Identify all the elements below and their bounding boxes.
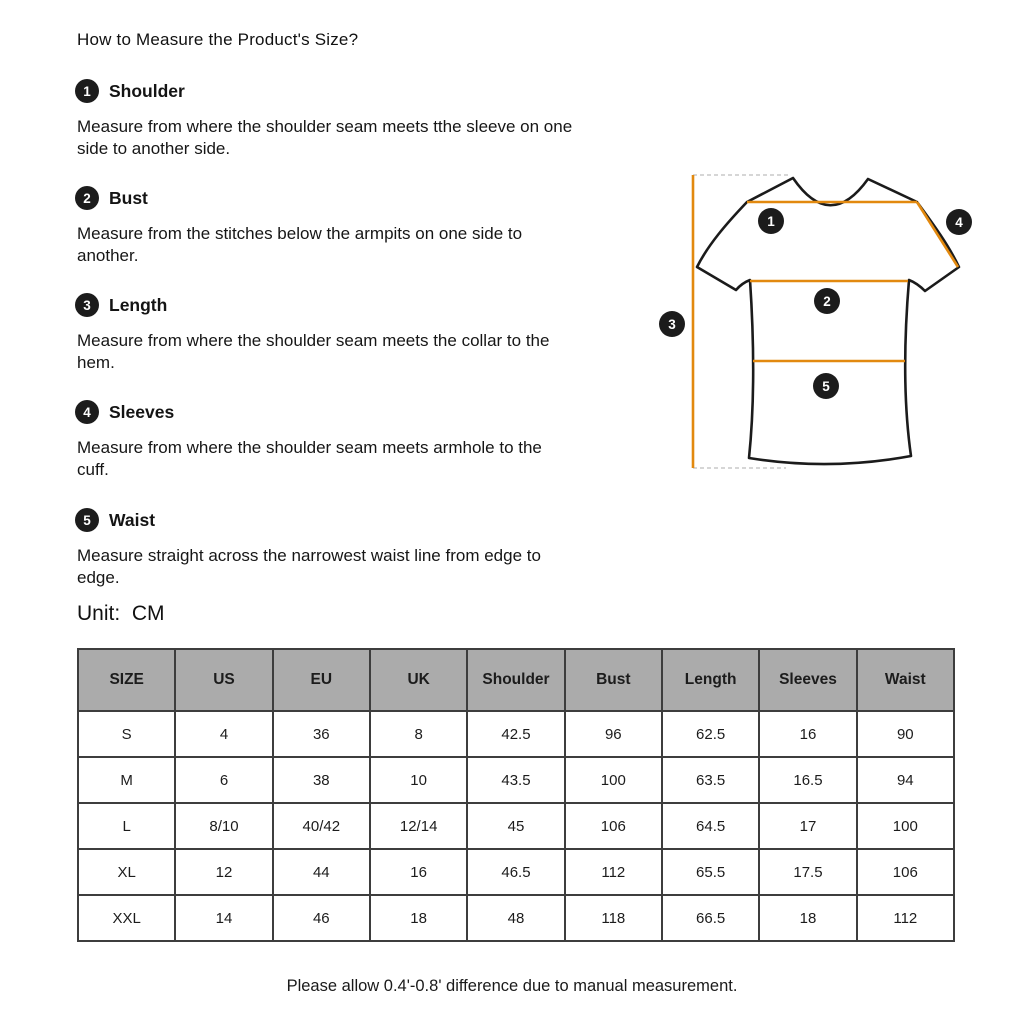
size-row-s — [78, 711, 954, 757]
step-description-waist — [77, 545, 637, 589]
table-cell: 18 — [370, 895, 467, 941]
table-cell: 118 — [565, 895, 662, 941]
tshirt-measurement-diagram — [640, 160, 1024, 490]
marker-1 — [758, 208, 784, 234]
table-cell: 66.5 — [662, 895, 759, 941]
table-cell: 44 — [273, 849, 370, 895]
table-cell: 10 — [370, 757, 467, 803]
column-header-bust: Bust — [565, 649, 662, 711]
step-heading-sleeves — [75, 400, 174, 424]
marker-3 — [659, 311, 685, 337]
description-line: side to another side. — [77, 139, 231, 158]
size-table-header-row — [78, 649, 954, 711]
marker-3-number: 3 — [668, 317, 676, 332]
step-heading-bust — [75, 186, 148, 210]
table-cell: 106 — [565, 803, 662, 849]
table-cell: 112 — [857, 895, 954, 941]
description-line: Measure from where the shoulder seam meets the collar to the — [77, 331, 550, 350]
column-header-waist: Waist — [857, 649, 954, 711]
tshirt-outline — [697, 178, 959, 464]
table-cell: 46.5 — [467, 849, 564, 895]
table-cell: S — [78, 711, 175, 757]
column-header-length: Length — [662, 649, 759, 711]
step-description-bust — [77, 223, 637, 267]
description-line: cuff. — [77, 460, 109, 479]
step-label: Sleeves — [109, 401, 175, 422]
table-cell: 64.5 — [662, 803, 759, 849]
column-header-uk: UK — [370, 649, 467, 711]
step-5-badge-icon: 5 — [75, 508, 99, 532]
table-cell: 94 — [857, 757, 954, 803]
step-description-sleeves — [77, 437, 637, 481]
size-row-xxl — [78, 895, 954, 941]
table-cell: 90 — [857, 711, 954, 757]
table-cell: 100 — [857, 803, 954, 849]
step-label: Bust — [109, 187, 148, 208]
step-1-badge-icon: 1 — [75, 79, 99, 103]
marker-2 — [814, 288, 840, 314]
table-cell: 62.5 — [662, 711, 759, 757]
description-line: Measure from the stitches below the armpits on one side to — [77, 224, 523, 243]
table-cell: 4 — [175, 711, 272, 757]
step-description-length — [77, 330, 637, 374]
table-cell: 36 — [273, 711, 370, 757]
table-cell: 63.5 — [662, 757, 759, 803]
marker-1-number: 1 — [767, 214, 775, 229]
description-line: another. — [77, 246, 139, 265]
column-header-sleeves: Sleeves — [759, 649, 856, 711]
unit-label: Unit: CM — [77, 602, 165, 625]
table-cell: 12 — [175, 849, 272, 895]
table-cell: M — [78, 757, 175, 803]
table-cell: 18 — [759, 895, 856, 941]
column-header-eu: EU — [273, 649, 370, 711]
footer-note: Please allow 0.4'-0.8' difference due to manual measurement. — [286, 977, 738, 995]
marker-4 — [946, 209, 972, 235]
table-cell: 106 — [857, 849, 954, 895]
table-cell: 65.5 — [662, 849, 759, 895]
marker-5 — [813, 373, 839, 399]
column-header-us: US — [175, 649, 272, 711]
table-cell: 40/42 — [273, 803, 370, 849]
table-cell: 16 — [759, 711, 856, 757]
page-title: How to Measure the Product's Size? — [77, 30, 359, 49]
table-cell: 48 — [467, 895, 564, 941]
table-cell: 8 — [370, 711, 467, 757]
table-cell: XL — [78, 849, 175, 895]
table-cell: 17 — [759, 803, 856, 849]
table-cell: 6 — [175, 757, 272, 803]
description-line: Measure from where the shoulder seam meets armhole to the — [77, 438, 542, 457]
table-cell: 38 — [273, 757, 370, 803]
table-cell: 16.5 — [759, 757, 856, 803]
step-heading-length — [75, 293, 167, 317]
step-4-badge-icon: 4 — [75, 400, 99, 424]
table-cell: 46 — [273, 895, 370, 941]
step-label: Shoulder — [109, 80, 185, 101]
table-cell: L — [78, 803, 175, 849]
table-cell: 42.5 — [467, 711, 564, 757]
step-description-shoulder — [77, 116, 637, 160]
column-header-shoulder: Shoulder — [467, 649, 564, 711]
step-2-badge-icon: 2 — [75, 186, 99, 210]
description-line: Measure straight across the narrowest waist line from edge to — [77, 546, 541, 565]
size-table — [77, 648, 955, 942]
table-cell: 43.5 — [467, 757, 564, 803]
step-label: Length — [109, 294, 168, 315]
table-cell: 8/10 — [175, 803, 272, 849]
description-line: edge. — [77, 568, 120, 587]
column-header-size: SIZE — [78, 649, 175, 711]
step-label: Waist — [109, 509, 156, 530]
size-row-xl — [78, 849, 954, 895]
description-line: Measure from where the shoulder seam meets tthe sleeve on one — [77, 117, 573, 136]
marker-2-number: 2 — [823, 294, 831, 309]
marker-5-number: 5 — [822, 379, 830, 394]
table-cell: 17.5 — [759, 849, 856, 895]
table-cell: 96 — [565, 711, 662, 757]
table-cell: 45 — [467, 803, 564, 849]
table-cell: 14 — [175, 895, 272, 941]
step-heading-shoulder — [75, 79, 185, 103]
step-3-badge-icon: 3 — [75, 293, 99, 317]
table-cell: XXL — [78, 895, 175, 941]
table-cell: 100 — [565, 757, 662, 803]
size-row-m — [78, 757, 954, 803]
description-line: hem. — [77, 353, 115, 372]
step-heading-waist — [75, 508, 155, 532]
table-cell: 112 — [565, 849, 662, 895]
table-cell: 16 — [370, 849, 467, 895]
marker-4-number: 4 — [955, 215, 963, 230]
size-row-l — [78, 803, 954, 849]
table-cell: 12/14 — [370, 803, 467, 849]
